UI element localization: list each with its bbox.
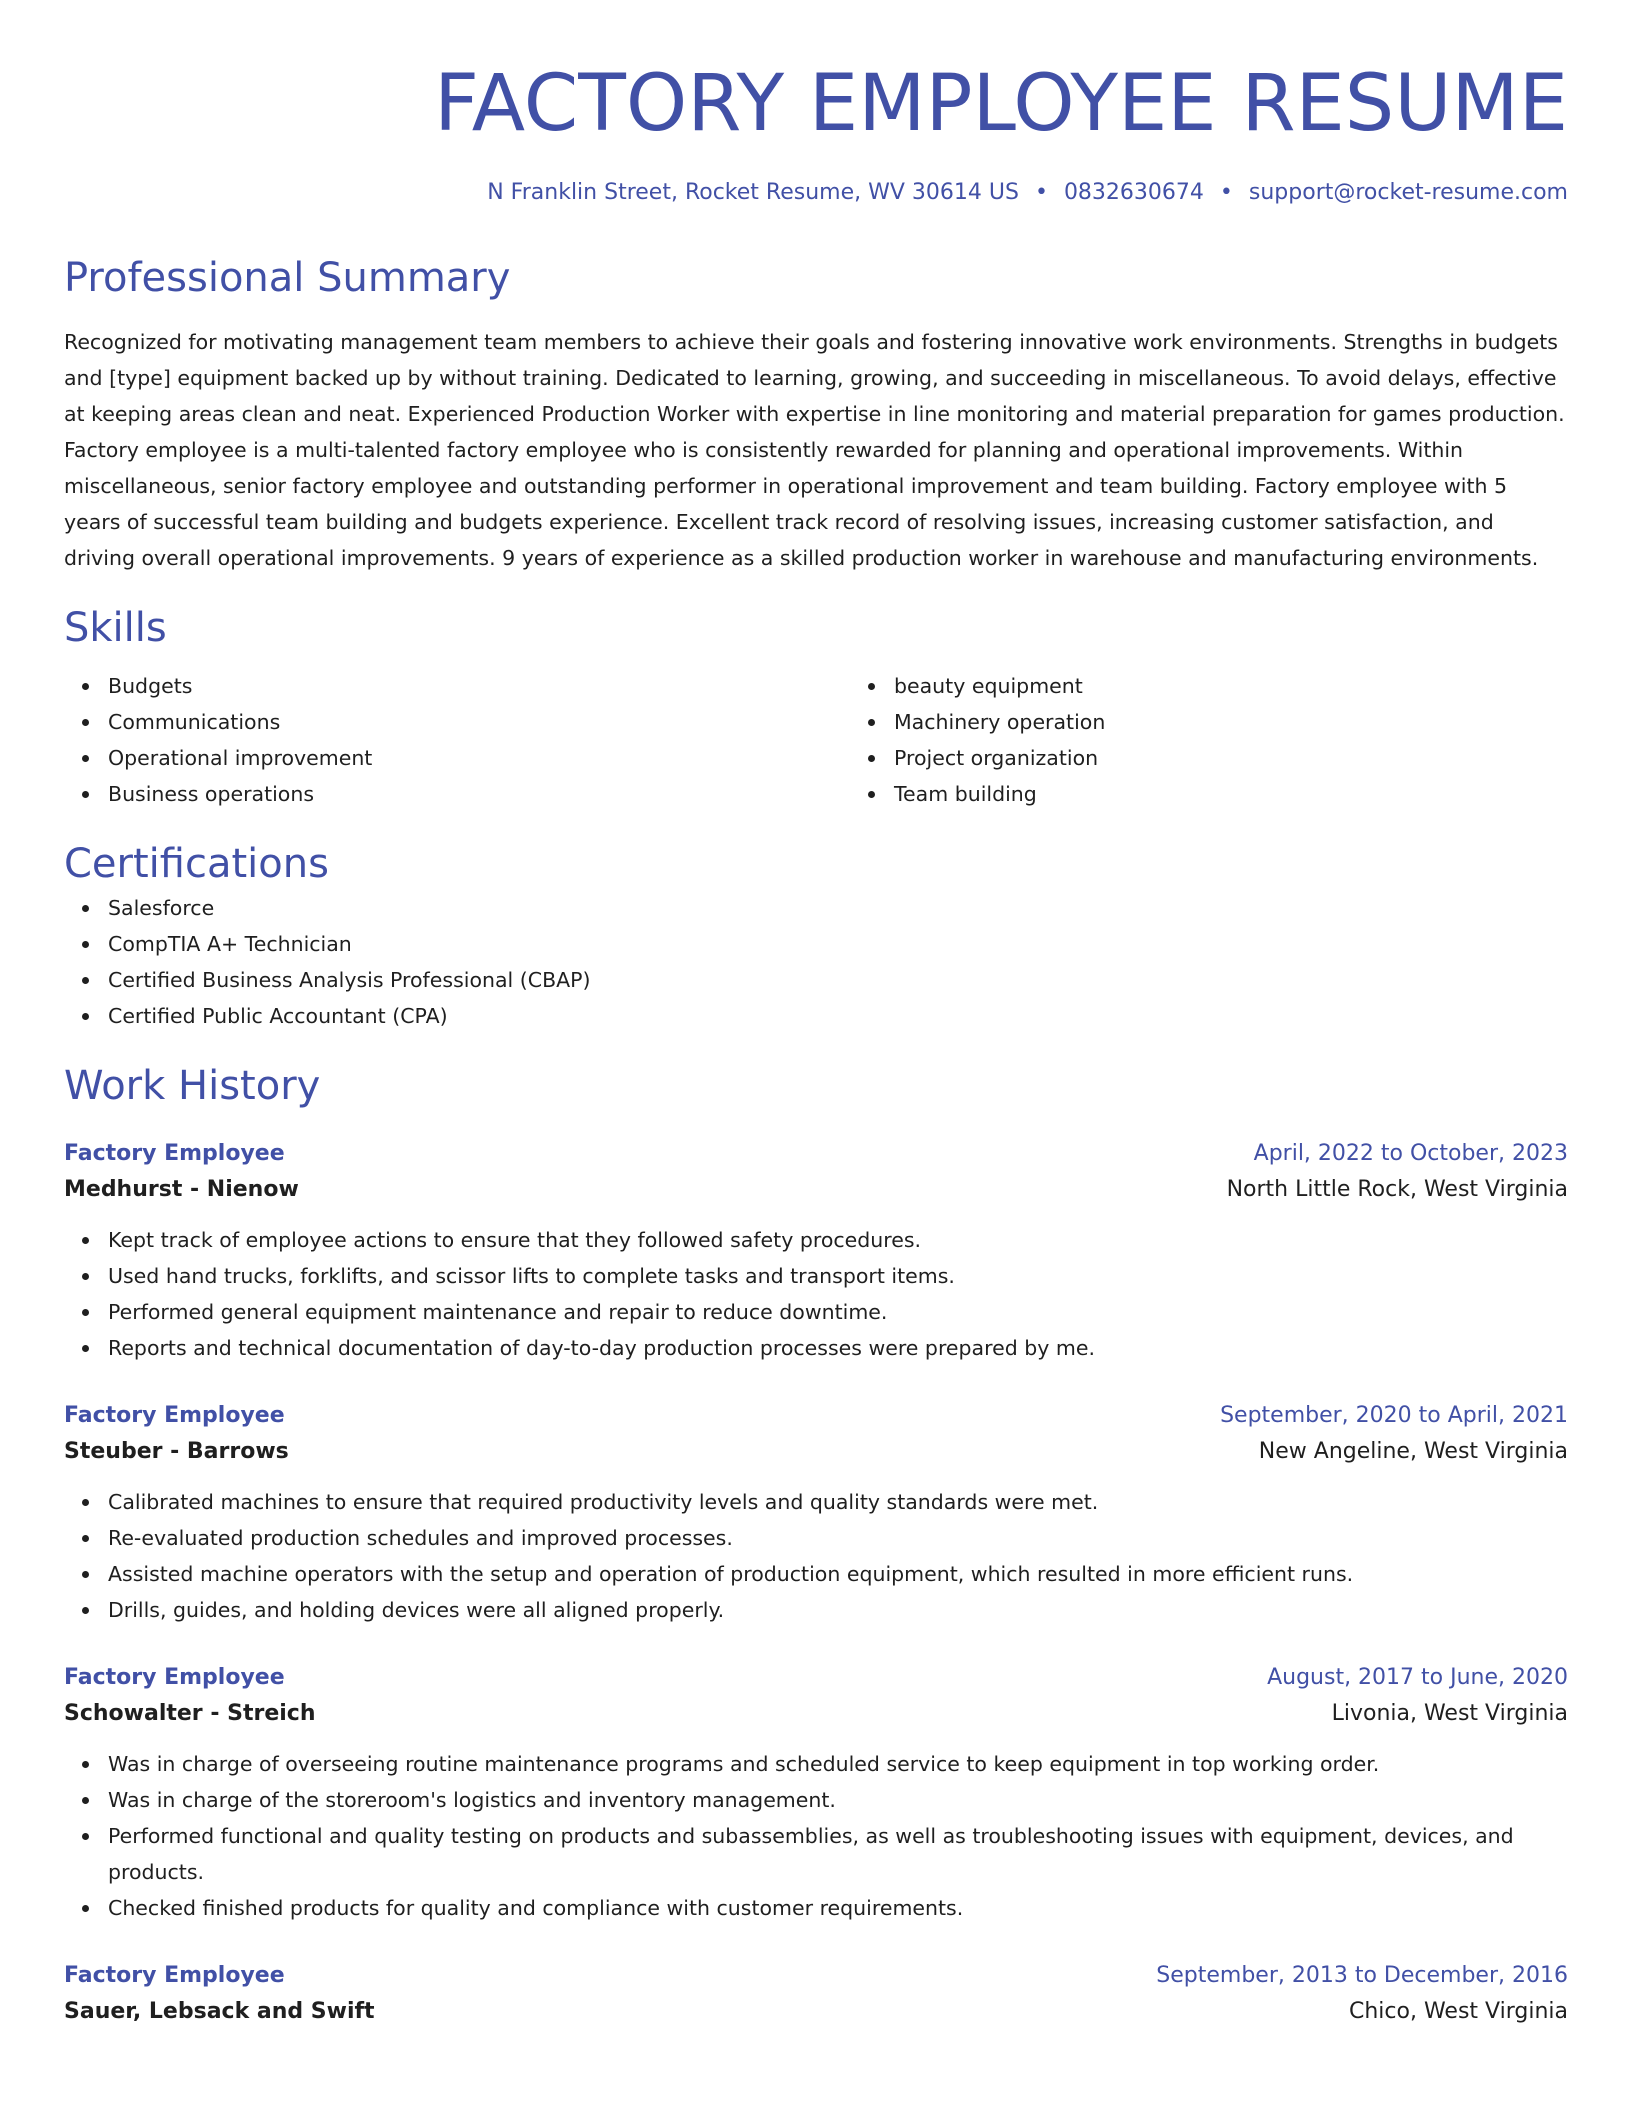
job-company-row xyxy=(64,1696,1568,1732)
skills-list-right xyxy=(850,668,1632,812)
job-bullet: Calibrated machines to ensure that required productivity levels and quality standards were met. xyxy=(108,1484,1568,1520)
contact-email[interactable]: support@rocket-resume.com xyxy=(1248,180,1568,205)
job-bullet: Performed functional and quality testing on products and subassemblies, as well as troubleshooting issues with equipment, devices, and products. xyxy=(108,1818,1568,1890)
certification-item: Certified Business Analysis Professional (CBAP) xyxy=(108,962,1568,998)
job-company: Steuber - Barrows xyxy=(64,1439,289,1464)
job-title: Factory Employee xyxy=(64,1403,285,1428)
job-dates: August, 2017 to June, 2020 xyxy=(1267,1665,1568,1690)
skill-item: beauty equipment xyxy=(894,668,1632,704)
job-bullet: Checked finished products for quality and compliance with customer requirements. xyxy=(108,1890,1568,1926)
skills-grid xyxy=(64,668,1568,812)
job-title-row xyxy=(64,1958,1568,1994)
job-bullet: Was in charge of the storeroom's logistics and inventory management. xyxy=(108,1782,1568,1818)
section-heading-work-history: Work History xyxy=(64,1063,321,1109)
job-company: Sauer, Lebsack and Swift xyxy=(64,1999,375,2024)
skill-item: Communications xyxy=(108,704,850,740)
contact-line xyxy=(64,178,1568,208)
skills-list-left xyxy=(64,668,850,812)
contact-separator: • xyxy=(1034,180,1048,205)
job-dates: September, 2020 to April, 2021 xyxy=(1220,1403,1568,1428)
job-title: Factory Employee xyxy=(64,1963,285,1988)
job-entry xyxy=(64,1398,1568,1628)
job-bullet: Used hand trucks, forklifts, and scissor lifts to complete tasks and transport items. xyxy=(108,1258,1568,1294)
resume-title: FACTORY EMPLOYEE RESUME xyxy=(434,59,1568,149)
job-dates: April, 2022 to October, 2023 xyxy=(1253,1141,1568,1166)
job-bullet: Drills, guides, and holding devices were all aligned properly. xyxy=(108,1592,1568,1628)
skill-item: Team building xyxy=(894,776,1632,812)
certification-item: Certified Public Accountant (CPA) xyxy=(108,998,1568,1034)
job-dates: September, 2013 to December, 2016 xyxy=(1156,1963,1568,1988)
job-title-row xyxy=(64,1136,1568,1172)
job-bullet: Performed general equipment maintenance and repair to reduce downtime. xyxy=(108,1294,1568,1330)
skill-item: Budgets xyxy=(108,668,850,704)
job-company-row xyxy=(64,1994,1568,2030)
summary-text: Recognized for motivating management team members to achieve their goals and fostering innovative work environments. Strengths in budgets and [type] equipment backed up by without training. Dedicated to learning, growing, and succeeding in miscellaneous. To avoid delays, effective at keeping areas clean and neat. Experienced Production Worker with expertise in line monitoring and material preparation for games production. Factory employee is a multi-talented factory employee who is consistently rewarded for planning and operational improvements. Within miscellaneous, senior factory employee and outstanding performer in operational improvement and team building. Factory employee with 5 years of successful team building and budgets experience. Excellent track record of resolving issues, increasing customer satisfaction, and driving overall operational improvements. 9 years of experience as a skilled production worker in warehouse and manufacturing environments. xyxy=(64,330,1565,570)
job-company: Medhurst - Nienow xyxy=(64,1177,299,1202)
resume-page xyxy=(64,0,1568,2030)
job-entry xyxy=(64,1958,1568,2030)
skill-item: Business operations xyxy=(108,776,850,812)
job-bullet: Assisted machine operators with the setup and operation of production equipment, which resulted in more efficient runs. xyxy=(108,1556,1568,1592)
job-bullet: Reports and technical documentation of day-to-day production processes were prepared by me. xyxy=(108,1330,1568,1366)
job-bullet: Re-evaluated production schedules and improved processes. xyxy=(108,1520,1568,1556)
certifications-list xyxy=(64,890,1568,1034)
job-title: Factory Employee xyxy=(64,1665,285,1690)
job-bullets xyxy=(64,1746,1568,1926)
job-company-row xyxy=(64,1172,1568,1208)
section-heading-skills: Skills xyxy=(64,605,167,651)
job-location: New Angeline, West Virginia xyxy=(1258,1439,1568,1464)
contact-separator: • xyxy=(1219,180,1233,205)
contact-phone: 0832630674 xyxy=(1063,180,1204,205)
section-heading-certifications: Certifications xyxy=(64,841,329,887)
section-heading-summary: Professional Summary xyxy=(64,255,511,301)
contact-address: N Franklin Street, Rocket Resume, WV 30614 US xyxy=(487,180,1019,205)
skill-item: Operational improvement xyxy=(108,740,850,776)
certification-item: Salesforce xyxy=(108,890,1568,926)
job-bullet: Was in charge of overseeing routine maintenance programs and scheduled service to keep equipment in top working order. xyxy=(108,1746,1568,1782)
job-location: Livonia, West Virginia xyxy=(1331,1701,1568,1726)
job-entry xyxy=(64,1136,1568,1366)
certification-item: CompTIA A+ Technician xyxy=(108,926,1568,962)
job-title-row xyxy=(64,1398,1568,1434)
job-company: Schowalter - Streich xyxy=(64,1701,316,1726)
job-title-row xyxy=(64,1660,1568,1696)
job-company-row xyxy=(64,1434,1568,1470)
skill-item: Project organization xyxy=(894,740,1632,776)
job-location: North Little Rock, West Virginia xyxy=(1226,1177,1568,1202)
job-bullets xyxy=(64,1484,1568,1628)
job-entry xyxy=(64,1660,1568,1926)
skill-item: Machinery operation xyxy=(894,704,1632,740)
job-title: Factory Employee xyxy=(64,1141,285,1166)
job-bullet: Kept track of employee actions to ensure that they followed safety procedures. xyxy=(108,1222,1568,1258)
job-bullets xyxy=(64,1222,1568,1366)
job-location: Chico, West Virginia xyxy=(1349,1999,1568,2024)
